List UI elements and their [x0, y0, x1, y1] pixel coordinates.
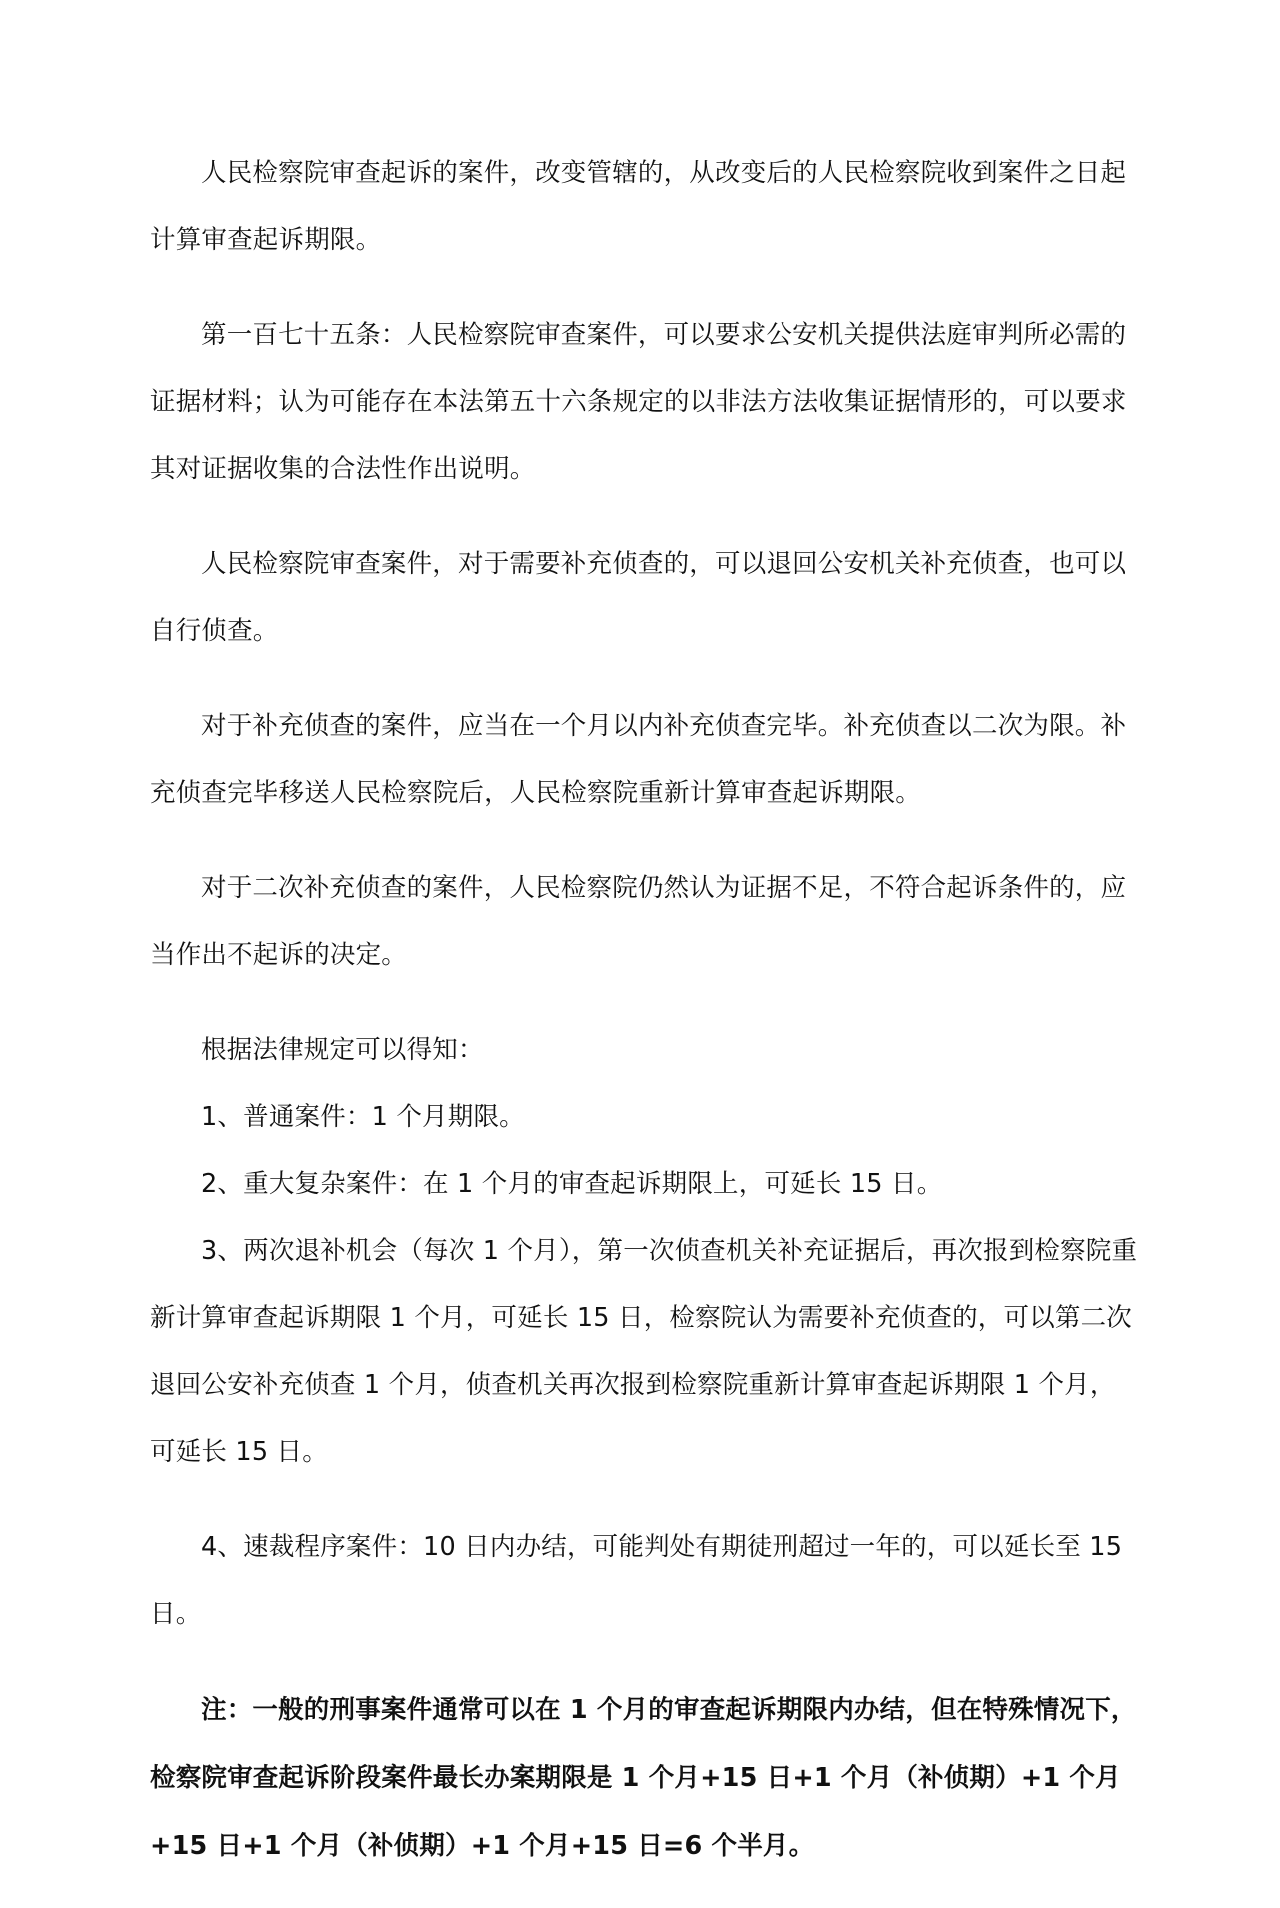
paragraph-jurisdiction-change: 人民检察院审查起诉的案件，改变管辖的，从改变后的人民检察院收到案件之日起计算审查起诉期限。 — [150, 158, 1127, 255]
paragraph-article-175: 第一百七十五条：人民检察院审查案件，可以要求公安机关提供法庭审判所必需的证据材料；认为可能存在本法第五十六条规定的以非法方法收集证据情形的，可以要求其对证据收集的合法性作出说明。 — [150, 320, 1127, 484]
paragraph-no-prosecution: 对于二次补充侦查的案件，人民检察院仍然认为证据不足，不符合起诉条件的，应当作出不起诉的决定。 — [150, 873, 1127, 970]
paragraph-summary-intro: 根据法律规定可以得知： — [201, 1035, 484, 1065]
paragraph-supplementary-investigation: 人民检察院审查案件，对于需要补充侦查的，可以退回公安机关补充侦查，也可以自行侦查。 — [150, 549, 1127, 646]
list-item-expedited-cases: 4、速裁程序案件：10 日内办结，可能判处有期徒刑超过一年的，可以延长至 15 日。 — [150, 1532, 1123, 1629]
document-body — [150, 140, 1140, 1908]
list-item-two-returns: 3、两次退补机会（每次 1 个月），第一次侦查机关补充证据后，再次报到检察院重新计算审查起诉期限 1 个月，可延长 15 日，检察院认为需要补充侦查的，可以第二次退回公安补充侦查 1 个月，侦查机关再次报到检察院重新计算审查起诉期限 1 个月，可延长 15 日。 — [150, 1236, 1138, 1467]
note-maximum-period: 注：一般的刑事案件通常可以在 1 个月的审查起诉期限内办结，但在特殊情况下，检察院审查起诉阶段案件最长办案期限是 1 个月+15 日+1 个月（补侦期）+1 个月+15 日+1 个月（补侦期）+1 个月+15 日=6 个半月。 — [150, 1695, 1137, 1861]
list-item-ordinary-cases: 1、普通案件：1 个月期限。 — [201, 1102, 525, 1132]
list-item-major-cases: 2、重大复杂案件：在 1 个月的审查起诉期限上，可延长 15 日。 — [201, 1169, 943, 1199]
paragraph-one-month-limit: 对于补充侦查的案件，应当在一个月以内补充侦查完毕。补充侦查以二次为限。补充侦查完毕移送人民检察院后，人民检察院重新计算审查起诉期限。 — [150, 711, 1127, 808]
